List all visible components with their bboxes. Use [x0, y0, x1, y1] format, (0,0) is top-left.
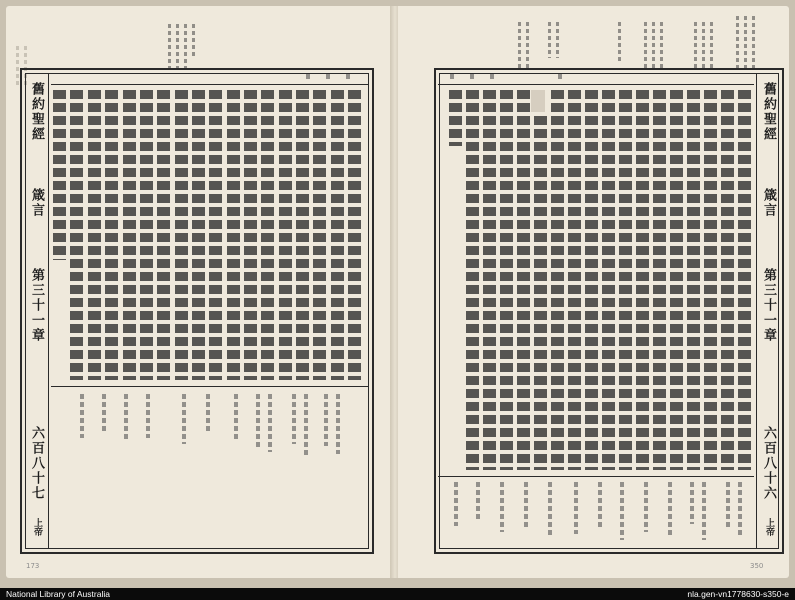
running-title: 舊約聖經 — [29, 82, 44, 142]
footnote-column — [80, 394, 84, 438]
text-column — [244, 90, 257, 380]
footnote-column — [690, 482, 694, 524]
footnote-column — [598, 482, 602, 528]
verse-label — [346, 74, 350, 82]
top-reference-rule — [51, 84, 369, 85]
footnote-column — [336, 394, 340, 454]
footnote-column — [644, 482, 648, 532]
verse-label — [558, 74, 562, 82]
bleed-through-text — [16, 46, 19, 86]
text-column — [466, 90, 479, 470]
text-column — [449, 90, 462, 146]
left-page — [6, 6, 392, 578]
margin-stamp: 173 — [26, 562, 40, 570]
text-column — [175, 90, 188, 380]
text-column — [105, 90, 118, 380]
footnote-column — [304, 394, 308, 456]
top-margin-note — [702, 22, 705, 68]
top-margin-note — [752, 16, 755, 68]
text-column — [70, 90, 83, 380]
bottom-reference-rule — [438, 476, 754, 477]
footnote-column — [324, 394, 328, 446]
footnote-column — [102, 394, 106, 434]
footnote-column — [476, 482, 480, 522]
text-column — [534, 116, 547, 470]
top-margin-note — [710, 22, 713, 68]
text-column — [687, 90, 700, 470]
footnote-column — [524, 482, 528, 530]
footnote-column — [726, 482, 730, 530]
footnote-column — [702, 482, 706, 540]
footnote-column — [146, 394, 150, 438]
top-margin-note — [644, 22, 647, 68]
text-column — [88, 90, 101, 380]
footnote-column — [500, 482, 504, 532]
footnote-column — [454, 482, 458, 526]
bottom-reference-rule — [51, 386, 369, 387]
corner-mark: 上帝 — [764, 518, 774, 536]
library-credit: National Library of Australia — [6, 589, 110, 599]
text-column — [551, 90, 564, 470]
top-reference-rule — [438, 84, 754, 85]
header-rule — [48, 73, 49, 549]
section-marker — [531, 90, 545, 112]
text-column — [296, 90, 309, 380]
text-column — [704, 90, 717, 470]
text-column — [517, 90, 530, 470]
top-margin-note — [660, 22, 663, 68]
footnote-column — [256, 394, 260, 448]
footnote-column — [124, 394, 128, 442]
text-column — [483, 90, 496, 470]
text-column — [619, 90, 632, 470]
page-number: 六百八十六 — [761, 426, 776, 501]
text-column — [157, 90, 170, 380]
footnote-column — [182, 394, 186, 444]
text-column — [209, 90, 222, 380]
text-column — [670, 90, 683, 470]
text-column — [140, 90, 153, 380]
top-margin-note — [694, 22, 697, 68]
text-column — [123, 90, 136, 380]
text-column — [721, 90, 734, 470]
top-margin-note — [652, 22, 655, 68]
top-margin-note — [556, 22, 559, 58]
item-identifier: nla.gen-vn1778630-s350-e — [687, 589, 789, 599]
top-margin-note — [176, 24, 179, 68]
text-column — [279, 90, 292, 380]
footer-bar — [0, 588, 795, 600]
text-column — [261, 90, 274, 380]
text-column — [653, 90, 666, 470]
footnote-column — [206, 394, 210, 434]
footnote-column — [574, 482, 578, 534]
text-column — [602, 90, 615, 470]
verse-label — [450, 74, 454, 82]
top-margin-note — [618, 22, 621, 64]
verse-label — [326, 74, 330, 82]
footnote-column — [548, 482, 552, 538]
corner-mark: 上帝 — [32, 518, 42, 536]
header-rule — [756, 73, 757, 549]
text-column — [331, 90, 344, 380]
text-column — [568, 90, 581, 470]
footnote-column — [620, 482, 624, 540]
right-page — [398, 6, 789, 578]
top-margin-note — [736, 16, 739, 68]
footnote-column — [668, 482, 672, 536]
top-margin-note — [518, 22, 521, 68]
top-margin-note — [168, 24, 171, 68]
chapter-title: 第三十一章 — [29, 268, 44, 343]
footnote-column — [738, 482, 742, 538]
verse-label — [490, 74, 494, 82]
text-column — [348, 90, 361, 380]
chapter-title: 第三十一章 — [761, 268, 776, 343]
footnote-column — [234, 394, 238, 440]
verse-label — [470, 74, 474, 82]
text-column — [585, 90, 598, 470]
text-column — [313, 90, 326, 380]
top-margin-note — [526, 22, 529, 68]
section-title: 箴言 — [29, 188, 44, 218]
text-column — [738, 90, 751, 470]
text-column — [500, 90, 513, 470]
text-column — [227, 90, 240, 380]
top-margin-note — [548, 22, 551, 58]
verse-label — [306, 74, 310, 82]
text-column — [636, 90, 649, 470]
text-column — [192, 90, 205, 380]
footnote-column — [292, 394, 296, 444]
page-number: 六百八十七 — [29, 426, 44, 501]
margin-stamp: 350 — [750, 562, 764, 570]
section-title: 箴言 — [761, 188, 776, 218]
running-title: 舊約聖經 — [761, 82, 776, 142]
text-column — [53, 90, 66, 260]
top-margin-note — [184, 24, 187, 68]
top-margin-note — [744, 16, 747, 68]
top-margin-note — [192, 24, 195, 56]
footnote-column — [268, 394, 272, 452]
